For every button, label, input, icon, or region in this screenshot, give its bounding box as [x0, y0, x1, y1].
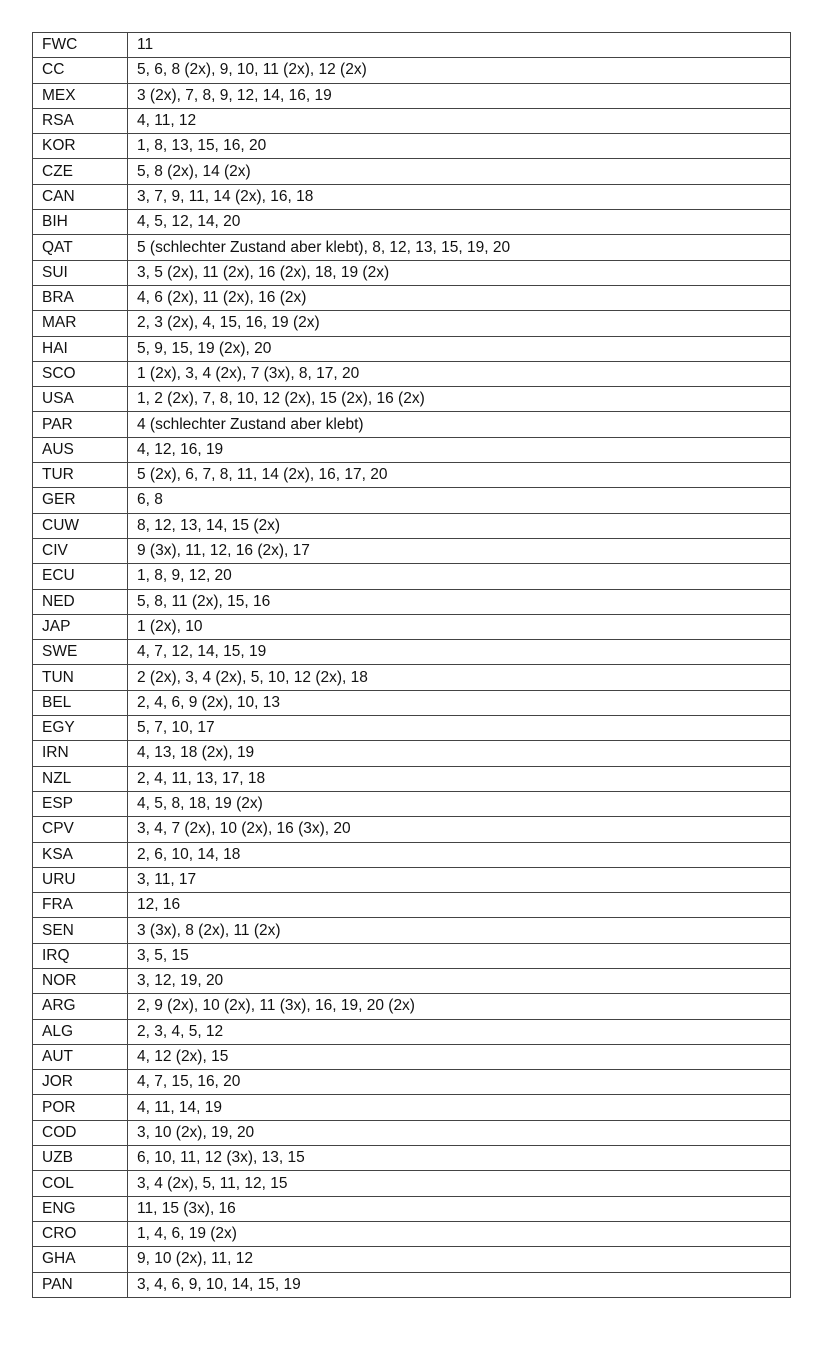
team-code-cell: NZL: [33, 766, 128, 791]
sticker-numbers-cell: 4, 7, 12, 14, 15, 19: [128, 640, 791, 665]
team-code-cell: ALG: [33, 1019, 128, 1044]
team-code-cell: AUS: [33, 437, 128, 462]
team-code-cell: SCO: [33, 361, 128, 386]
team-code-cell: PAN: [33, 1272, 128, 1297]
sticker-numbers-cell: 11: [128, 33, 791, 58]
table-row: [33, 210, 791, 235]
table-row: [33, 640, 791, 665]
sticker-numbers-cell: 11, 15 (3x), 16: [128, 1196, 791, 1221]
sticker-numbers-cell: 4, 7, 15, 16, 20: [128, 1070, 791, 1095]
team-code-cell: ECU: [33, 564, 128, 589]
table-row: [33, 58, 791, 83]
sticker-numbers-cell: 4, 13, 18 (2x), 19: [128, 741, 791, 766]
table-row: [33, 1019, 791, 1044]
team-code-cell: URU: [33, 867, 128, 892]
sticker-table-body: [33, 33, 791, 1298]
table-row: [33, 867, 791, 892]
team-code-cell: IRQ: [33, 943, 128, 968]
sticker-numbers-cell: 5 (schlechter Zustand aber klebt), 8, 12, 13, 15, 19, 20: [128, 235, 791, 260]
sticker-numbers-cell: 5, 6, 8 (2x), 9, 10, 11 (2x), 12 (2x): [128, 58, 791, 83]
sticker-numbers-cell: 1 (2x), 10: [128, 614, 791, 639]
table-row: [33, 184, 791, 209]
sticker-numbers-cell: 3, 4, 7 (2x), 10 (2x), 16 (3x), 20: [128, 817, 791, 842]
table-row: [33, 614, 791, 639]
team-code-cell: RSA: [33, 108, 128, 133]
sticker-numbers-cell: 4, 11, 12: [128, 108, 791, 133]
team-code-cell: KOR: [33, 134, 128, 159]
team-code-cell: FWC: [33, 33, 128, 58]
team-code-cell: FRA: [33, 893, 128, 918]
table-row: [33, 285, 791, 310]
table-row: [33, 893, 791, 918]
team-code-cell: BRA: [33, 285, 128, 310]
sticker-numbers-cell: 4, 6 (2x), 11 (2x), 16 (2x): [128, 285, 791, 310]
team-code-cell: GER: [33, 488, 128, 513]
team-code-cell: BIH: [33, 210, 128, 235]
team-code-cell: ESP: [33, 791, 128, 816]
sticker-numbers-cell: 2 (2x), 3, 4 (2x), 5, 10, 12 (2x), 18: [128, 665, 791, 690]
table-row: [33, 1146, 791, 1171]
sticker-numbers-cell: 2, 3, 4, 5, 12: [128, 1019, 791, 1044]
team-code-cell: UZB: [33, 1146, 128, 1171]
team-code-cell: CRO: [33, 1221, 128, 1246]
team-code-cell: NOR: [33, 968, 128, 993]
team-code-cell: JAP: [33, 614, 128, 639]
team-code-cell: EGY: [33, 716, 128, 741]
sticker-numbers-cell: 3, 12, 19, 20: [128, 968, 791, 993]
sticker-numbers-cell: 1, 4, 6, 19 (2x): [128, 1221, 791, 1246]
sticker-numbers-cell: 4, 5, 8, 18, 19 (2x): [128, 791, 791, 816]
table-row: [33, 994, 791, 1019]
sticker-numbers-cell: 9, 10 (2x), 11, 12: [128, 1247, 791, 1272]
table-row: [33, 1095, 791, 1120]
team-code-cell: SWE: [33, 640, 128, 665]
team-code-cell: TUN: [33, 665, 128, 690]
table-row: [33, 665, 791, 690]
sticker-numbers-cell: 4, 5, 12, 14, 20: [128, 210, 791, 235]
table-row: [33, 260, 791, 285]
sticker-numbers-cell: 5 (2x), 6, 7, 8, 11, 14 (2x), 16, 17, 20: [128, 463, 791, 488]
table-row: [33, 336, 791, 361]
table-row: [33, 1272, 791, 1297]
table-row: [33, 716, 791, 741]
sticker-numbers-cell: 5, 7, 10, 17: [128, 716, 791, 741]
table-row: [33, 159, 791, 184]
table-row: [33, 817, 791, 842]
team-code-cell: COL: [33, 1171, 128, 1196]
table-row: [33, 463, 791, 488]
sticker-numbers-cell: 4, 12, 16, 19: [128, 437, 791, 462]
sticker-numbers-cell: 3 (2x), 7, 8, 9, 12, 14, 16, 19: [128, 83, 791, 108]
team-code-cell: GHA: [33, 1247, 128, 1272]
sticker-numbers-cell: 3, 11, 17: [128, 867, 791, 892]
table-row: [33, 1120, 791, 1145]
table-row: [33, 589, 791, 614]
sticker-numbers-cell: 2, 9 (2x), 10 (2x), 11 (3x), 16, 19, 20 (2x): [128, 994, 791, 1019]
table-row: [33, 1171, 791, 1196]
sticker-numbers-cell: 6, 8: [128, 488, 791, 513]
team-code-cell: JOR: [33, 1070, 128, 1095]
sticker-numbers-cell: 1 (2x), 3, 4 (2x), 7 (3x), 8, 17, 20: [128, 361, 791, 386]
team-code-cell: COD: [33, 1120, 128, 1145]
sticker-numbers-cell: 5, 9, 15, 19 (2x), 20: [128, 336, 791, 361]
table-row: [33, 842, 791, 867]
table-row: [33, 513, 791, 538]
team-code-cell: CZE: [33, 159, 128, 184]
table-row: [33, 690, 791, 715]
team-code-cell: MEX: [33, 83, 128, 108]
table-row: [33, 488, 791, 513]
table-row: [33, 1247, 791, 1272]
team-code-cell: KSA: [33, 842, 128, 867]
sticker-numbers-cell: 3, 7, 9, 11, 14 (2x), 16, 18: [128, 184, 791, 209]
team-code-cell: ARG: [33, 994, 128, 1019]
sticker-numbers-cell: 3 (3x), 8 (2x), 11 (2x): [128, 918, 791, 943]
team-code-cell: MAR: [33, 311, 128, 336]
team-code-cell: PAR: [33, 412, 128, 437]
sticker-numbers-cell: 4 (schlechter Zustand aber klebt): [128, 412, 791, 437]
sticker-numbers-cell: 3, 4, 6, 9, 10, 14, 15, 19: [128, 1272, 791, 1297]
table-row: [33, 791, 791, 816]
team-code-cell: CC: [33, 58, 128, 83]
sticker-numbers-cell: 2, 6, 10, 14, 18: [128, 842, 791, 867]
table-row: [33, 1044, 791, 1069]
sticker-numbers-cell: 1, 8, 9, 12, 20: [128, 564, 791, 589]
table-row: [33, 134, 791, 159]
sticker-numbers-cell: 3, 5 (2x), 11 (2x), 16 (2x), 18, 19 (2x): [128, 260, 791, 285]
sticker-table: [32, 32, 791, 1298]
team-code-cell: CIV: [33, 538, 128, 563]
team-code-cell: QAT: [33, 235, 128, 260]
table-row: [33, 968, 791, 993]
table-row: [33, 564, 791, 589]
sticker-numbers-cell: 9 (3x), 11, 12, 16 (2x), 17: [128, 538, 791, 563]
sticker-numbers-cell: 3, 4 (2x), 5, 11, 12, 15: [128, 1171, 791, 1196]
sticker-numbers-cell: 5, 8 (2x), 14 (2x): [128, 159, 791, 184]
team-code-cell: CPV: [33, 817, 128, 842]
table-row: [33, 1221, 791, 1246]
table-row: [33, 538, 791, 563]
table-row: [33, 311, 791, 336]
sticker-numbers-cell: 5, 8, 11 (2x), 15, 16: [128, 589, 791, 614]
sticker-numbers-cell: 4, 11, 14, 19: [128, 1095, 791, 1120]
table-row: [33, 235, 791, 260]
table-row: [33, 412, 791, 437]
table-row: [33, 943, 791, 968]
team-code-cell: POR: [33, 1095, 128, 1120]
team-code-cell: CAN: [33, 184, 128, 209]
sticker-numbers-cell: 2, 4, 11, 13, 17, 18: [128, 766, 791, 791]
team-code-cell: NED: [33, 589, 128, 614]
sticker-numbers-cell: 1, 8, 13, 15, 16, 20: [128, 134, 791, 159]
table-row: [33, 83, 791, 108]
table-row: [33, 108, 791, 133]
table-row: [33, 361, 791, 386]
document-page: [32, 32, 791, 1298]
table-row: [33, 437, 791, 462]
table-row: [33, 1196, 791, 1221]
sticker-numbers-cell: 4, 12 (2x), 15: [128, 1044, 791, 1069]
table-row: [33, 1070, 791, 1095]
team-code-cell: TUR: [33, 463, 128, 488]
team-code-cell: AUT: [33, 1044, 128, 1069]
team-code-cell: SEN: [33, 918, 128, 943]
team-code-cell: HAI: [33, 336, 128, 361]
team-code-cell: SUI: [33, 260, 128, 285]
team-code-cell: CUW: [33, 513, 128, 538]
sticker-numbers-cell: 2, 4, 6, 9 (2x), 10, 13: [128, 690, 791, 715]
team-code-cell: ENG: [33, 1196, 128, 1221]
sticker-numbers-cell: 3, 5, 15: [128, 943, 791, 968]
team-code-cell: IRN: [33, 741, 128, 766]
table-row: [33, 918, 791, 943]
sticker-numbers-cell: 8, 12, 13, 14, 15 (2x): [128, 513, 791, 538]
table-row: [33, 387, 791, 412]
table-row: [33, 33, 791, 58]
sticker-numbers-cell: 2, 3 (2x), 4, 15, 16, 19 (2x): [128, 311, 791, 336]
table-row: [33, 741, 791, 766]
sticker-numbers-cell: 12, 16: [128, 893, 791, 918]
sticker-numbers-cell: 3, 10 (2x), 19, 20: [128, 1120, 791, 1145]
sticker-numbers-cell: 1, 2 (2x), 7, 8, 10, 12 (2x), 15 (2x), 16 (2x): [128, 387, 791, 412]
sticker-numbers-cell: 6, 10, 11, 12 (3x), 13, 15: [128, 1146, 791, 1171]
team-code-cell: BEL: [33, 690, 128, 715]
table-row: [33, 766, 791, 791]
team-code-cell: USA: [33, 387, 128, 412]
